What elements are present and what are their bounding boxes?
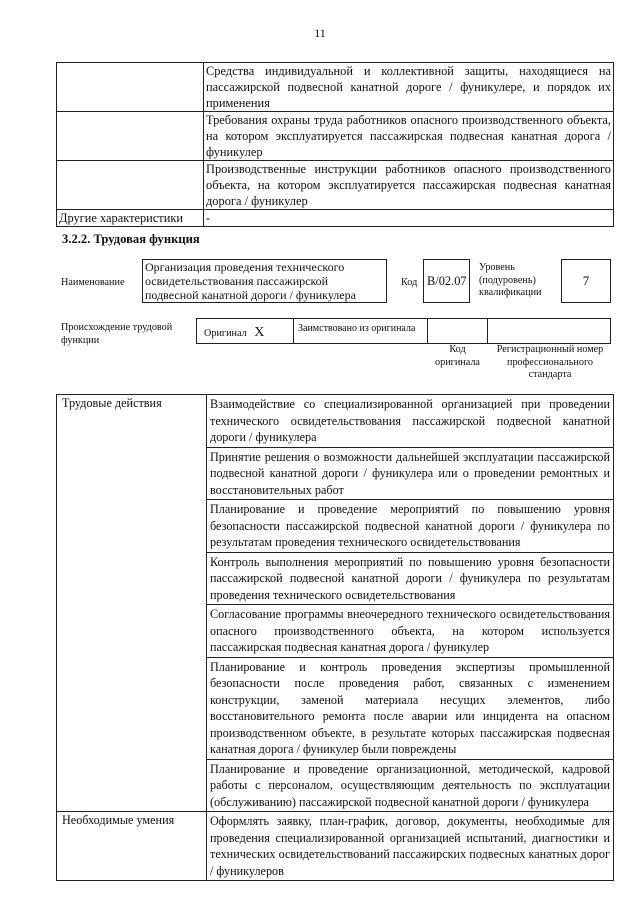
labor-action: Принятие решения о возможности дальнейшей эксплуатации пассажирской подвесной канатной дороги / фуникулера или о проведении ремонтных и восстановительных работ xyxy=(207,447,614,500)
table-cell-text: - xyxy=(204,210,614,227)
page-number: 11 xyxy=(314,26,326,40)
original-mark: X xyxy=(254,325,265,340)
table-row xyxy=(57,63,614,112)
labor-action: Планирование и проведение мероприятий по повышению уровня безопасности пассажирской подвесной канатной дороги / фуникулера по результатам проведения технического освидетельствования xyxy=(207,500,614,553)
original-box xyxy=(196,318,294,344)
table-row xyxy=(57,812,614,881)
top-table xyxy=(56,62,614,227)
labor-action: Планирование и проведение организационной, методической, кадровой работы с персоналом, осуществляющим деятельность по эксплуатации (обслуживанию) пассажирской подвесной канатной дороги / фуникулера xyxy=(207,759,614,812)
table-cell-text: Требования охраны труда работников опасного производственного объекта, на котором эксплуатируется пассажирская подвесная канатная дорога / фуникулер xyxy=(204,112,614,161)
labor-action: Контроль выполнения мероприятий по повышению уровня безопасности пассажирской подвесной канатной дороги / фуникулера по результатам проведения технического освидетельствования xyxy=(207,552,614,605)
table-row xyxy=(57,210,614,227)
table-cell-label: Другие характеристики xyxy=(57,210,204,227)
borrowed-box: Заимствовано из оригинала xyxy=(293,318,428,344)
code-label: Код xyxy=(401,277,418,288)
table-cell-text: Производственные инструкции работников опасного производственного объекта, на котором эксплуатируется пассажирская подвесная канатная дорога / фуникулер xyxy=(204,161,614,210)
original-code-box xyxy=(427,318,488,344)
table-cell-text: Средства индивидуальной и коллективной защиты, находящиеся на пассажирской подвесной канатной дороге / фуникулере, и порядок их применения xyxy=(204,63,614,112)
table-cell-label xyxy=(57,161,204,210)
table-row xyxy=(57,395,614,448)
skills-label: Необходимые умения xyxy=(57,812,207,881)
table-cell-label xyxy=(57,112,204,161)
original-label: Оригинал xyxy=(204,328,247,339)
labor-function-table xyxy=(56,394,614,881)
code-caption: Код оригинала xyxy=(435,344,480,368)
table-row xyxy=(57,161,614,210)
required-skill: Оформлять заявку, план-график, договор, документы, необходимые для проведения специализированной организацией испытаний, диагностики и технических освидетельствований пассажирских подвесных канатных дорог / фуникулеров xyxy=(207,812,614,881)
labor-action: Согласование программы внеочередного технического освидетельствования опасного производственного объекта, на котором используется пассажирская подвесная канатная дорога / фуникулер xyxy=(207,605,614,658)
origin-label: Происхождение трудовой функции xyxy=(61,322,173,346)
labor-action: Планирование и контроль проведения экспертизы промышленной безопасности после проведения работ, связанных с изменением конструкции, заменой материала несущих элементов, либо восстановительного ремонта после аварии или инцидента на опасном производственном объекте, в результате которых пассажирская подвесная канатная дорога / фуникулер были повреждены xyxy=(207,657,614,759)
actions-label: Трудовые действия xyxy=(57,395,207,812)
section-title: 3.2.2. Трудовая функция xyxy=(62,232,200,246)
table-row xyxy=(57,112,614,161)
registration-number-box xyxy=(487,318,611,344)
labor-action: Взаимодействие со специализированной организацией при проведении технического освидетельствования пассажирской подвесной канатной дороги / фуникулера xyxy=(207,395,614,448)
name-label: Наименование xyxy=(61,277,125,288)
registration-caption: Регистрационный номер профессионального стандарта xyxy=(496,344,604,380)
qualification-level-box: 7 xyxy=(561,259,611,303)
table-cell-label xyxy=(57,63,204,112)
function-code-box: B/02.07 xyxy=(423,259,470,303)
function-name-box: Организация проведения технического освидетельствования пассажирской подвесной канатной дороги / фуникулера xyxy=(142,259,387,303)
level-label: Уровень (подуровень) квалификации xyxy=(479,262,542,298)
